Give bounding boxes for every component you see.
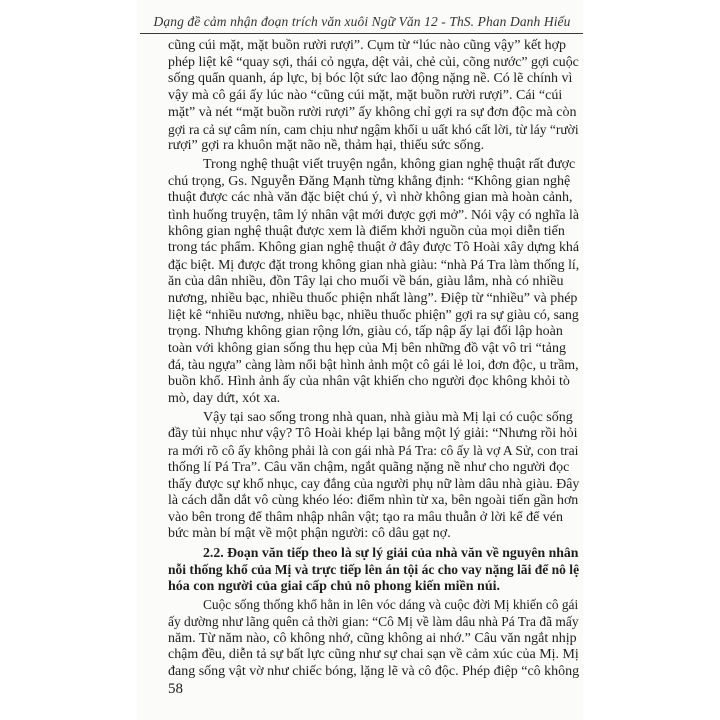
text-line: sống quẩn quanh, áp lực, bị bóc lột sức lao động nặng nề. Có lẽ chính vì: [168, 71, 573, 87]
text-line: đá, tàu ngựa” càng làm nổi bật hình ảnh một cô gái lẻ loi, đơn độc, u trầm,: [168, 357, 579, 373]
text-line: là cách dẫn dắt vô cùng khéo léo: điểm nhìn từ xa, bên ngoài tiến gần hơn: [168, 493, 579, 508]
text-line: không gian nghệ thuật được xem là điểm khởi nguồn của mọi diễn tiến: [168, 223, 565, 239]
text-line: trong tác phẩm. Không gian nghệ thuật ở đây được Tô Hoài xây dựng khá: [168, 240, 580, 256]
text-line: cũng cúi mặt, mặt buồn rười rượi”. Cụm từ “lúc nào cũng vậy” kết hợp: [168, 38, 566, 53]
text-line: gợi ra cả sự câm nín, cam chịu như ngậm khối u uất khó cất lời, từ láy “rười: [168, 121, 579, 137]
text-line: đặc biệt. Mị được đặt trong không gian nhà giàu: “nhà Pá Tra làm thống lí,: [168, 257, 580, 273]
text-line: thuật được các nhà văn đặc biệt chú ý, vì nhờ không gian mà hoàn cảnh,: [168, 190, 573, 206]
page-number: 58: [168, 681, 183, 697]
section-heading-line: nỗi thống khổ của Mị và trực tiếp lên án tội ác cho vay nặng lãi để nô lệ: [168, 561, 580, 577]
text-line: chú trọng, Gs. Nguyễn Đăng Mạnh từng khẳng định: “Không gian nghệ: [168, 173, 571, 189]
text-line: vậy mà cô gái ấy lúc nào “cũng cúi mặt, mặt buồn rười rượi”. Cái “cúi: [168, 88, 563, 104]
text-line: năm. Từ năm nào, cô không nhớ, cũng không ai nhớ.” Câu văn ngắt nhịp: [168, 630, 577, 646]
text-line: bức màn bí mật về một phận người: cô dâu gạt nợ.: [168, 526, 451, 542]
text-line: ấy dường như lãng quên cả thời gian: “Cô Mị về làm dâu nhà Pá Tra đã mấy: [168, 613, 579, 629]
text-line: ra mới rõ cô ấy không phải là con gái nhà Pá Tra: cô ấy là vợ A Sử, con trai: [168, 442, 579, 458]
text-line: Cuộc sống thống khổ hằn in lên vóc dáng và cuộc đời Mị khiến cô gái: [203, 597, 579, 613]
text-line: liệt kê “nhiều nương, nhiều bạc, nhiều thuốc phiện” gợi ra sự giàu có, sang: [168, 307, 579, 323]
section-heading-line: hóa con người của giai cấp chủ nô phong kiến miền núi.: [168, 578, 501, 594]
text-line: thấy được sự khổ nhục, cay đắng của người phụ nữ làm dâu nhà giàu. Đây: [168, 476, 580, 492]
text-line: đầy tủi nhục như vậy? Tô Hoài khép lại bằng một lý giải: “Nhưng rồi hỏi: [168, 426, 578, 442]
text-line: ăn của dân nhiều, đồn Tây lại cho muối về bán, giàu lắm, nhà có nhiều: [168, 273, 564, 289]
text-line: chậm đều, diễn tả sự bất lực cũng như sự chai sạn về cảm xúc của Mị. Mị: [168, 647, 579, 663]
text-line: toàn với không gian sống thu hẹp của Mị bên những đồ vật vô tri “tảng: [168, 340, 566, 356]
text-line: mò, day dứt, xót xa.: [168, 390, 281, 406]
text-line: thống lí Pá Tra”. Câu văn chậm, ngắt quãng nặng nề như cho người đọc: [168, 459, 570, 475]
text-line: Trong nghệ thuật viết truyện ngắn, không gian nghệ thuật rất được: [203, 156, 576, 172]
header-rule: [140, 33, 583, 34]
section-heading-line: 2.2. Đoạn văn tiếp theo là sự lý giải của nhà văn về nguyên nhân: [203, 545, 579, 561]
text-line: vào bên trong để thâm nhập nhân vật; tạo ra mâu thuẫn ở lời kể để vén: [168, 509, 564, 525]
running-header: Dạng đề cảm nhận đoạn trích văn xuôi Ngữ Văn 12 - ThS. Phan Danh Hiếu: [153, 14, 571, 29]
text-line: rượi” gợi ra khuôn mặt não nề, thảm hại, thiếu sức sống.: [168, 138, 485, 154]
text-line: phép liệt kê “quay sợi, thái cỏ ngựa, dệt vải, chẻ củi, cõng nước” gợi cuộc: [168, 54, 579, 70]
text-line: nương, nhiều bạc, nhiều thuốc phiện nhất làng”. Điệp từ “nhiều” và phép: [168, 290, 578, 306]
text-line: đang sống vật vờ như chiếc bóng, lặng lẽ và cô độc. Phép điệp “cô không: [168, 664, 580, 679]
text-line: Vậy tại sao sống trong nhà quan, nhà giàu mà Mị lại có cuộc sống: [203, 409, 573, 425]
text-line: buồn khổ. Hình ảnh ấy của nhân vật khiến cho người đọc không khỏi tò: [168, 374, 570, 390]
text-line: mặt” và nét “mặt buồn rười rượi” ấy không chỉ gợi ra sự đơn độc mà còn: [168, 104, 577, 120]
text-line: tình huống truyện, tâm lý nhân vật mới được gợi mở”. Nói vậy có nghĩa là: [168, 207, 580, 222]
text-line: trọng. Nhưng không gian rộng lớn, giàu có, tấp nập ấy lại đối lập hoàn: [168, 323, 563, 339]
